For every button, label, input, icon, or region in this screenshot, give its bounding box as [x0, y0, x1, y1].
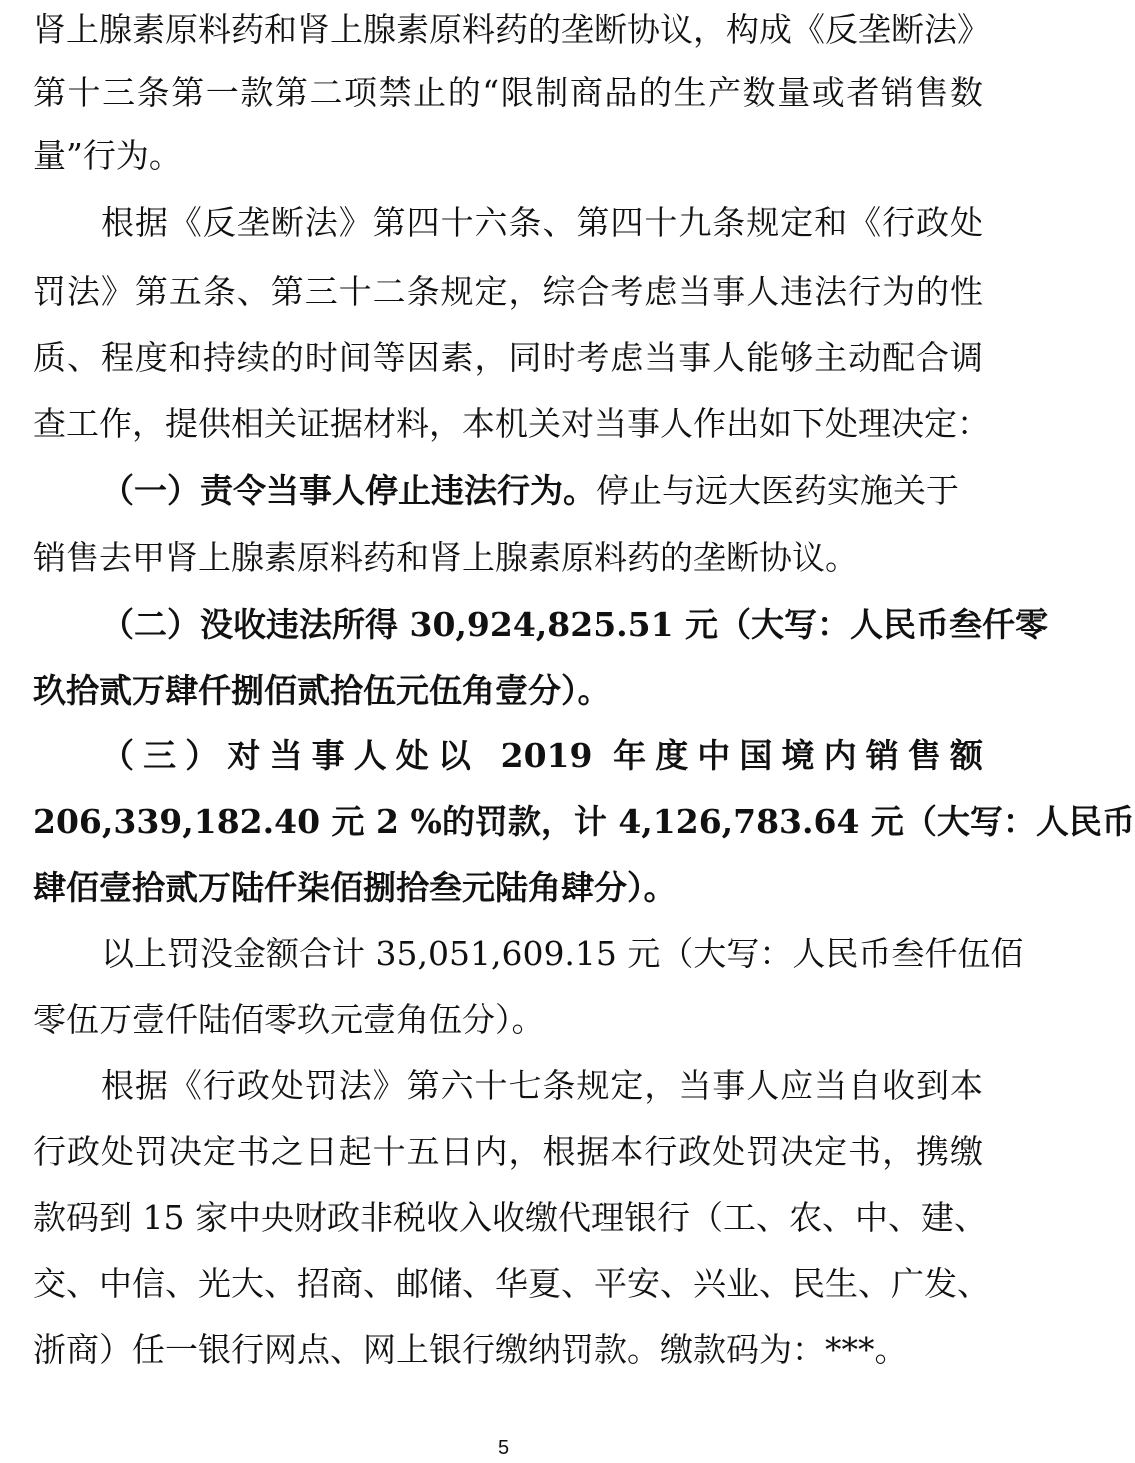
decision-item-1-heading: （一）责令当事人停止违法行为。: [101, 471, 596, 510]
text-line-15: 以上罚没金额合计 35,051,609.15 元（大写：人民币叁仟伍佰: [101, 934, 1024, 973]
page-number: 5: [497, 1437, 510, 1459]
text-line-11: 玖拾贰万肆仟捌佰贰拾伍元伍角壹分）。: [33, 671, 611, 710]
text-line-17: 根据《行政处罚法》第六十七条规定，当事人应当自收到本: [101, 1066, 983, 1105]
text-line-8: [101, 461, 983, 521]
decision-item-1-text: 停止与远大医药实施关于: [596, 471, 959, 510]
text-line-2: 第十三条第一款第二项禁止的“限制商品的生产数量或者销售数: [33, 73, 983, 112]
text-line-7: 查工作，提供相关证据材料，本机关对当事人作出如下处理决定：: [33, 404, 990, 443]
text-line-5: 罚法》第五条、第三十二条规定，综合考虑当事人违法行为的性: [33, 272, 983, 311]
text-line-14: 肆佰壹拾贰万陆仟柒佰捌拾叁元陆角肆分）。: [33, 868, 677, 907]
text-line-20: 交、中信、光大、招商、邮储、华夏、平安、兴业、民生、广发、: [33, 1264, 990, 1303]
text-line-10: （二）没收违法所得 30,924,825.51 元（大写：人民币叁仟零: [101, 605, 1049, 644]
text-line-3: 量”行为。: [33, 136, 182, 175]
text-line-9: 销售去甲肾上腺素原料药和肾上腺素原料药的垄断协议。: [33, 538, 858, 577]
text-line-21: 浙商）任一银行网点、网上银行缴纳罚款。缴款码为：***。: [33, 1330, 908, 1369]
text-line-18: 行政处罚决定书之日起十五日内，根据本行政处罚决定书，携缴: [33, 1132, 983, 1171]
text-line-4: 根据《反垄断法》第四十六条、第四十九条规定和《行政处: [101, 203, 983, 242]
text-line-12: （三）对当事人处以 2019 年度中国境内销售额: [101, 736, 983, 775]
text-line-13: 206,339,182.40 元 2 %的罚款，计 4,126,783.64 元（大写：人民币: [33, 802, 1135, 841]
text-line-19: 款码到 15 家中央财政非税收入收缴代理银行（工、农、中、建、: [33, 1198, 987, 1237]
text-line-1: 肾上腺素原料药和肾上腺素原料药的垄断协议，构成《反垄断法》: [33, 10, 990, 49]
text-line-6: 质、程度和持续的时间等因素，同时考虑当事人能够主动配合调: [33, 338, 983, 377]
text-line-16: 零伍万壹仟陆佰零玖元壹角伍分）。: [33, 1000, 545, 1039]
